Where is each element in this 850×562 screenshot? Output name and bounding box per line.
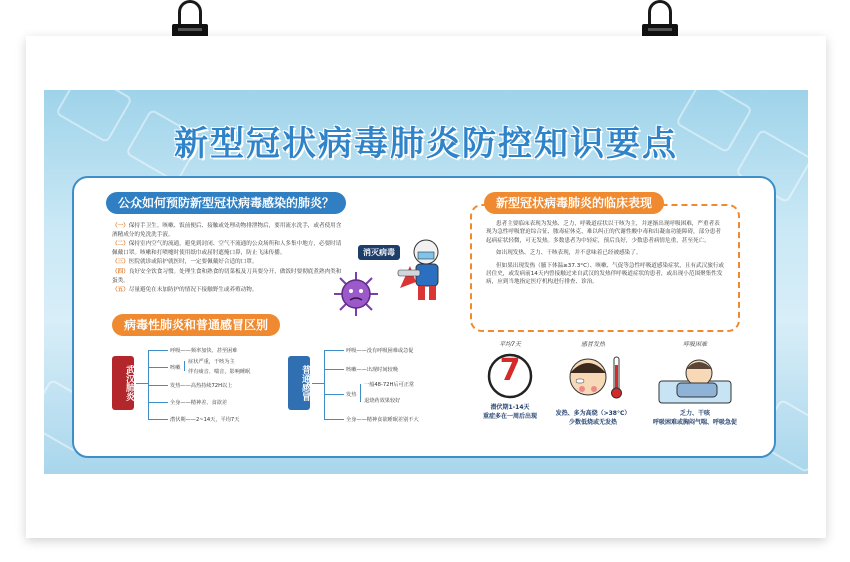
cold-fever-label: 发热 bbox=[346, 392, 357, 398]
clinical-paragraph: 如出现发热、乏力、干咳表现，并不意味着已经被感染了。 bbox=[496, 250, 642, 257]
card-fever: 感冒发热 发热、多为高烧（>38°C） 少数低烧或无发热 bbox=[555, 341, 631, 426]
card-breathing: 呼吸困难 乏力、干咳 呼吸困难或胸闷气喘、呼吸急促 bbox=[652, 341, 737, 426]
virus-illustration bbox=[332, 270, 380, 318]
clinical-paragraph: 患者主要临床表现为发热、乏力，呼吸道症状以干咳为主，并逐渐出现呼吸困难，严重者表现为急性呼吸窘迫综合征、脓毒症休克、难以纠正的代谢性酸中毒和出凝血功能障碍，部分患者起病症状轻微，可无发热。多数患者为中轻症，预后良好，少数患者病情危重，甚至死亡。 bbox=[486, 221, 721, 244]
list-item: （三）医院就诊或陪护就医时，一定要佩戴好合适的口罩。 bbox=[112, 259, 258, 266]
cold-row: 退烧药效果较好 bbox=[364, 398, 401, 404]
speech-bubble: 消灭病毒 bbox=[358, 245, 400, 260]
cold-row: 一般48-72H后可正常 bbox=[364, 382, 415, 388]
incubation-days: 7 bbox=[499, 353, 521, 388]
cold-row: 全身——精神食欲睡眠差别不大 bbox=[346, 417, 419, 423]
cold-row: 呼吸——没有呼吸困难或急促 bbox=[346, 348, 414, 354]
wuhan-tag: 武汉肺炎 bbox=[112, 356, 134, 410]
list-item: （五）尽量避免在未加防护的情况下接触野生或养殖动物。 bbox=[112, 287, 258, 294]
wuhan-cough-label: 咳嗽 bbox=[170, 365, 181, 371]
cold-tag: 普通感冒 bbox=[288, 356, 310, 410]
wuhan-row: 伴有痰音、喘音，影响睡眠 bbox=[188, 369, 251, 375]
wuhan-row: 症状严重，干咳为主 bbox=[188, 359, 235, 365]
list-item: （四）良好安全饮食习惯。处理生食和熟食的切菜板及刀具要分开，做饭时要彻底煮熟肉类和蛋类。 bbox=[112, 268, 342, 284]
difference-heading: 病毒性肺炎和普通感冒区别 bbox=[112, 314, 280, 336]
prevention-heading: 公众如何预防新型冠状病毒感染的肺炎？ bbox=[106, 192, 346, 214]
list-item: （一）保持手卫生。咳嗽、饭前便后、接触或处理动物排泄物后，要用流水洗手，或者使用含酒精成分的免洗洗手液。 bbox=[112, 223, 342, 238]
hero-character-icon bbox=[396, 236, 448, 306]
list-item: （二）保持室内空气的流通。避免到封闭、空气不流通的公众场所和人多集中地方，必要时请佩戴口罩。咳嗽和打喷嚏时使用纸巾或屈肘遮掩口鼻，防止飞沫传播。 bbox=[112, 241, 342, 256]
clinical-heading: 新型冠状病毒肺炎的临床表现 bbox=[484, 192, 664, 214]
prevention-list bbox=[112, 222, 344, 296]
wuhan-row: 呼吸——频率加快、甚至困难 bbox=[170, 348, 238, 354]
patient-bed-icon bbox=[655, 351, 735, 407]
cold-row: 咳嗽——出现时间较晚 bbox=[346, 367, 398, 373]
card-incubation: 平均7天 7 潜伏期1-14天 重症多在一周后出现 bbox=[470, 340, 550, 421]
wuhan-row: 潜伏期——2~14天，平均7天 bbox=[170, 417, 240, 423]
wuhan-row: 全身——精神差、食欲差 bbox=[170, 400, 228, 406]
wuhan-row: 发热——高热持续72H以上 bbox=[170, 383, 233, 389]
clinical-box bbox=[470, 204, 740, 332]
clinical-paragraph: 但如果出现发热（腋下体温≥37.3°C）、咳嗽、气促等急性呼吸道感染症状，且有武汉旅行或居住史，或发病前14天内曾接触过来自武汉的发热伴呼吸道症状的患者，或出现小范围聚集性发病，应到当地指定医疗机构进行排查、诊治。 bbox=[486, 262, 725, 286]
fever-person-icon bbox=[558, 351, 628, 407]
poster-title: 新型冠状病毒肺炎防控知识要点 bbox=[174, 124, 678, 164]
